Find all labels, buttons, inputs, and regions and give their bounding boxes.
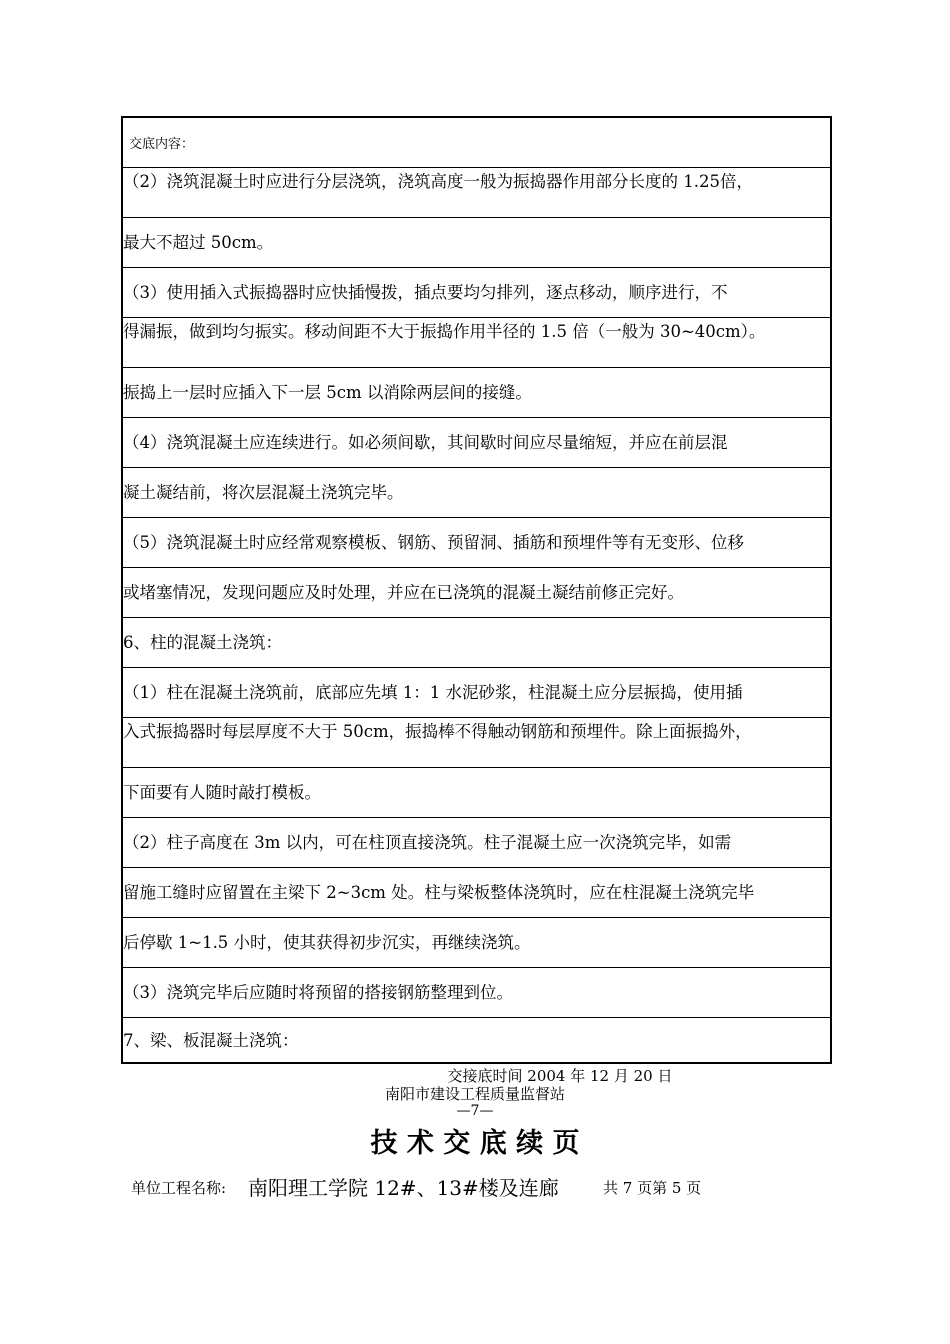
row-text: 振捣上一层时应插入下一层 5cm 以消除两层间的接缝。: [123, 383, 532, 402]
row-text: 凝土凝结前，将次层混凝土浇筑完毕。: [123, 483, 404, 502]
page-info: 共 7 页第 5 页: [603, 1179, 702, 1197]
row-text: （3）使用插入式振捣器时应快插慢拨，插点要均匀排列，逐点移动，顺序进行，不: [123, 283, 728, 302]
table-row: [123, 218, 830, 268]
table-row: [123, 618, 830, 668]
table-row: [123, 768, 830, 818]
organization-name: 南阳市建设工程质量监督站: [384, 1085, 565, 1103]
row-text: 或堵塞情况，发现问题应及时处理，并应在已浇筑的混凝土凝结前修正完好。: [123, 583, 684, 602]
handover-time: 交接底时间 2004 年 12 月 20 日: [447, 1067, 673, 1085]
handover-content-table: [121, 116, 832, 1064]
table-row: [123, 468, 830, 518]
table-row: [123, 918, 830, 968]
table-row: [123, 1018, 830, 1064]
table-label-row: [123, 118, 830, 168]
table-row: [123, 418, 830, 468]
row-text: 6、柱的混凝土浇筑：: [123, 633, 282, 652]
table-row: [123, 818, 830, 868]
row-text: （4）浇筑混凝土应连续进行。如必须间歇，其间歇时间应尽量缩短，并应在前层混: [123, 433, 728, 452]
project-label: 单位工程名称:: [131, 1179, 227, 1197]
content-label: 交底内容：: [129, 137, 195, 152]
table-row: [123, 868, 830, 918]
table-row: [123, 518, 830, 568]
table-row: [123, 668, 830, 718]
page-title: 技 术 交 底 续 页: [370, 1128, 580, 1159]
table-row: [123, 268, 830, 318]
table-row: [123, 568, 830, 618]
project-name: 南阳理工学院 12#、13#楼及连廊: [248, 1176, 559, 1200]
row-text: （3）浇筑完毕后应随时将预留的搭接钢筋整理到位。: [123, 983, 513, 1002]
row-text: 7、梁、板混凝土浇筑：: [123, 1031, 299, 1050]
row-text: 入式振捣器时每层厚度不大于 50cm，振捣棒不得触动钢筋和预埋件。除上面振捣外，: [123, 722, 752, 741]
row-text: （2）柱子高度在 3m 以内，可在柱顶直接浇筑。柱子混凝土应一次浇筑完毕，如需: [123, 833, 732, 852]
table-row: [123, 318, 830, 368]
row-text: 最大不超过 50cm。: [123, 233, 274, 252]
row-text: 后停歇 1~1.5 小时，使其获得初步沉实，再继续浇筑。: [123, 933, 531, 952]
row-text: 留施工缝时应留置在主梁下 2~3cm 处。柱与梁板整体浇筑时，应在柱混凝土浇筑完毕: [123, 883, 755, 902]
row-text: 得漏振，做到均匀振实。移动间距不大于振捣作用半径的 1.5 倍（一般为 30~40cm）。: [123, 322, 766, 341]
row-text: 下面要有人随时敲打模板。: [123, 783, 321, 802]
table-row: [123, 968, 830, 1018]
page-marker: —7—: [456, 1103, 494, 1119]
row-text: （2）浇筑混凝土时应进行分层浇筑，浇筑高度一般为振捣器作用部分长度的 1.25倍，: [123, 172, 753, 191]
table-row: [123, 718, 830, 768]
table-row: [123, 368, 830, 418]
table-row: [123, 168, 830, 218]
row-text: （5）浇筑混凝土时应经常观察模板、钢筋、预留洞、插筋和预埋件等有无变形、位移: [123, 533, 744, 552]
project-info-line: [131, 1170, 771, 1200]
row-text: （1）柱在混凝土浇筑前，底部应先填 1：1 水泥砂浆，柱混凝土应分层振捣，使用插: [123, 683, 743, 702]
